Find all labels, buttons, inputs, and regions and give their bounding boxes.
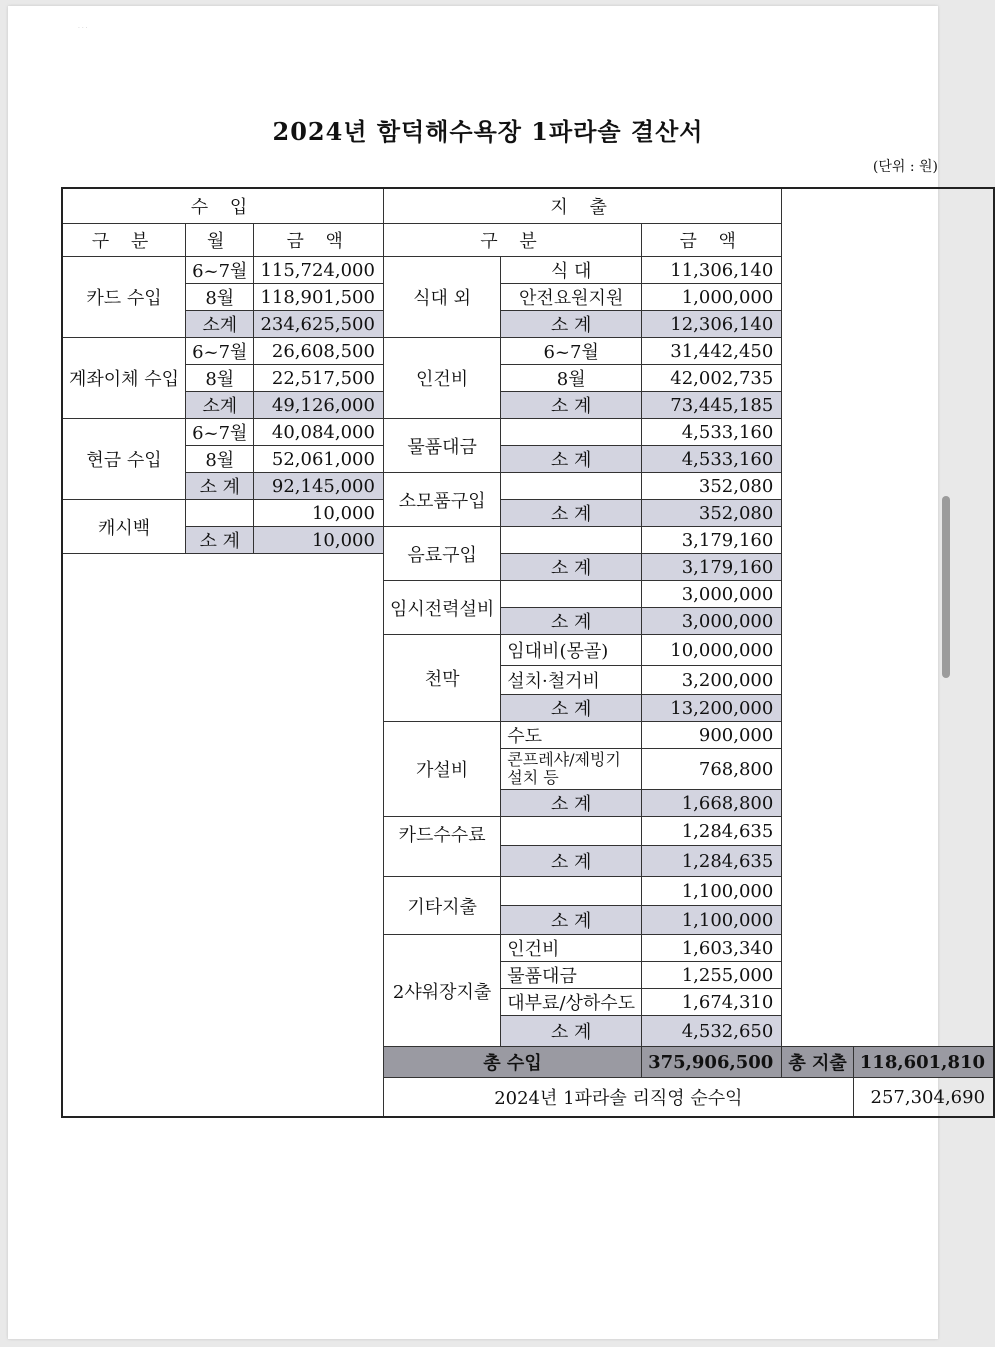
income-col-category: 구 분: [62, 224, 186, 257]
income-transfer-sub-label: 소계: [186, 392, 254, 419]
income-col-month: 월: [186, 224, 254, 257]
expense-other-item: [501, 877, 642, 906]
income-cashback-subtotal: 10,000: [254, 527, 384, 554]
income-cashback-month: [186, 500, 254, 527]
income-card-value2: 118,901,500: [254, 284, 384, 311]
expense-shower-item2: 물품대금: [501, 962, 642, 989]
expense-meals-subtotal: 12,306,140: [642, 311, 782, 338]
income-card-value1: 115,724,000: [254, 257, 384, 284]
expense-goods-sub-label: 소 계: [501, 446, 642, 473]
income-transfer-month1: 6~7월: [186, 338, 254, 365]
income-card-sub-label: 소계: [186, 311, 254, 338]
scrollbar-thumb[interactable]: [942, 496, 950, 678]
expense-shower-sub-label: 소 계: [501, 1016, 642, 1047]
expense-tent-item1: 임대비(몽골): [501, 635, 642, 666]
settlement-table-wrap: [61, 187, 995, 1118]
income-cash-label: 현금 수입: [62, 419, 186, 500]
expense-power-value: 3,000,000: [642, 581, 782, 608]
income-header: 수 입: [62, 188, 383, 224]
expense-facility-sub-label: 소 계: [501, 790, 642, 817]
expense-other-label: 기타지출: [383, 877, 500, 935]
total-income-label: 총 수입: [383, 1047, 641, 1078]
income-card-label: 카드 수입: [62, 257, 186, 338]
expense-drinks-subtotal: 3,179,160: [642, 554, 782, 581]
expense-shower-item3: 대부료/상하수도: [501, 989, 642, 1016]
page-title: 2024년 함덕해수욕장 1파라솔 결산서: [272, 117, 704, 146]
income-cash-month1: 6~7월: [186, 419, 254, 446]
expense-facility-item2-line1: 콘프레샤/제빙기: [507, 750, 621, 769]
income-card-subtotal: 234,625,500: [254, 311, 384, 338]
expense-labor-value1: 31,442,450: [642, 338, 782, 365]
expense-other-sub-label: 소 계: [501, 906, 642, 935]
expense-consumables-label: 소모품구입: [383, 473, 500, 527]
expense-tent-sub-label: 소 계: [501, 695, 642, 722]
net-profit-value: 257,304,690: [853, 1078, 994, 1118]
expense-shower-value3: 1,674,310: [642, 989, 782, 1016]
expense-labor-value2: 42,002,735: [642, 365, 782, 392]
total-income-value: 375,906,500: [642, 1047, 782, 1078]
expense-drinks-sub-label: 소 계: [501, 554, 642, 581]
expense-meals-label: 식대 외: [383, 257, 500, 338]
expense-cardfee-label: 카드수수료: [383, 817, 500, 877]
expense-meals-value2: 1,000,000: [642, 284, 782, 311]
expense-goods-label: 물품대금: [383, 419, 500, 473]
expense-tent-subtotal: 13,200,000: [642, 695, 782, 722]
expense-goods-value: 4,533,160: [642, 419, 782, 446]
expense-drinks-value: 3,179,160: [642, 527, 782, 554]
income-col-amount: 금 액: [254, 224, 384, 257]
unit-note: (단위 : 원): [872, 159, 938, 175]
expense-facility-label: 가설비: [383, 722, 500, 817]
expense-col-amount: 금 액: [642, 224, 782, 257]
expense-power-subtotal: 3,000,000: [642, 608, 782, 635]
income-card-month2: 8월: [186, 284, 254, 311]
settlement-table: [61, 187, 995, 1118]
net-profit-label: 2024년 1파라솔 리직영 순수익: [383, 1078, 853, 1118]
expense-facility-item2: [501, 749, 642, 790]
income-cash-sub-label: 소 계: [186, 473, 254, 500]
expense-other-value: 1,100,000: [642, 877, 782, 906]
expense-labor-label: 인건비: [383, 338, 500, 419]
expense-meals-value1: 11,306,140: [642, 257, 782, 284]
expense-drinks-label: 음료구입: [383, 527, 500, 581]
expense-tent-label: 천막: [383, 635, 500, 722]
expense-labor-item1: 6~7월: [501, 338, 642, 365]
expense-power-item: [501, 581, 642, 608]
expense-col-category: 구 분: [383, 224, 641, 257]
expense-shower-item1: 인건비: [501, 935, 642, 962]
expense-facility-value2: 768,800: [642, 749, 782, 790]
expense-tent-value2: 3,200,000: [642, 666, 782, 695]
income-transfer-subtotal: 49,126,000: [254, 392, 384, 419]
expense-goods-item: [501, 419, 642, 446]
expense-other-subtotal: 1,100,000: [642, 906, 782, 935]
expense-labor-item2: 8월: [501, 365, 642, 392]
expense-goods-subtotal: 4,533,160: [642, 446, 782, 473]
expense-header: 지 출: [383, 188, 781, 224]
expense-tent-value1: 10,000,000: [642, 635, 782, 666]
total-expense-label: 총 지출: [782, 1047, 853, 1078]
expense-shower-label: 2샤워장지출: [383, 935, 500, 1047]
income-transfer-value1: 26,608,500: [254, 338, 384, 365]
income-cashback-value: 10,000: [254, 500, 384, 527]
expense-meals-item1: 식 대: [501, 257, 642, 284]
income-cashback-label: 캐시백: [62, 500, 186, 554]
income-transfer-label: 계좌이체 수입: [62, 338, 186, 419]
expense-facility-value1: 900,000: [642, 722, 782, 749]
expense-meals-sub-label: 소 계: [501, 311, 642, 338]
expense-power-sub-label: 소 계: [501, 608, 642, 635]
scan-marks: · · ·: [78, 25, 88, 32]
income-transfer-month2: 8월: [186, 365, 254, 392]
expense-labor-sub-label: 소 계: [501, 392, 642, 419]
income-cash-month2: 8월: [186, 446, 254, 473]
expense-facility-item2-line2: 설치 등: [507, 768, 559, 787]
expense-cardfee-sub-label: 소 계: [501, 846, 642, 877]
expense-labor-subtotal: 73,445,185: [642, 392, 782, 419]
expense-consumables-sub-label: 소 계: [501, 500, 642, 527]
expense-consumables-item: [501, 473, 642, 500]
expense-consumables-subtotal: 352,080: [642, 500, 782, 527]
income-blank-area: [62, 554, 383, 1118]
income-cash-value1: 40,084,000: [254, 419, 384, 446]
expense-facility-item1: 수도: [501, 722, 642, 749]
expense-shower-value2: 1,255,000: [642, 962, 782, 989]
expense-shower-value1: 1,603,340: [642, 935, 782, 962]
total-expense-value: 118,601,810: [853, 1047, 994, 1078]
expense-consumables-value: 352,080: [642, 473, 782, 500]
income-cash-value2: 52,061,000: [254, 446, 384, 473]
expense-power-label: 임시전력설비: [383, 581, 500, 635]
expense-drinks-item: [501, 527, 642, 554]
expense-cardfee-value: 1,284,635: [642, 817, 782, 846]
income-cashback-sub-label: 소 계: [186, 527, 254, 554]
income-card-month1: 6~7월: [186, 257, 254, 284]
expense-tent-item2: 설치·철거비: [501, 666, 642, 695]
expense-facility-subtotal: 1,668,800: [642, 790, 782, 817]
income-cash-subtotal: 92,145,000: [254, 473, 384, 500]
expense-cardfee-item: [501, 817, 642, 846]
expense-meals-item2: 안전요원지원: [501, 284, 642, 311]
expense-shower-subtotal: 4,532,650: [642, 1016, 782, 1047]
expense-cardfee-subtotal: 1,284,635: [642, 846, 782, 877]
income-transfer-value2: 22,517,500: [254, 365, 384, 392]
